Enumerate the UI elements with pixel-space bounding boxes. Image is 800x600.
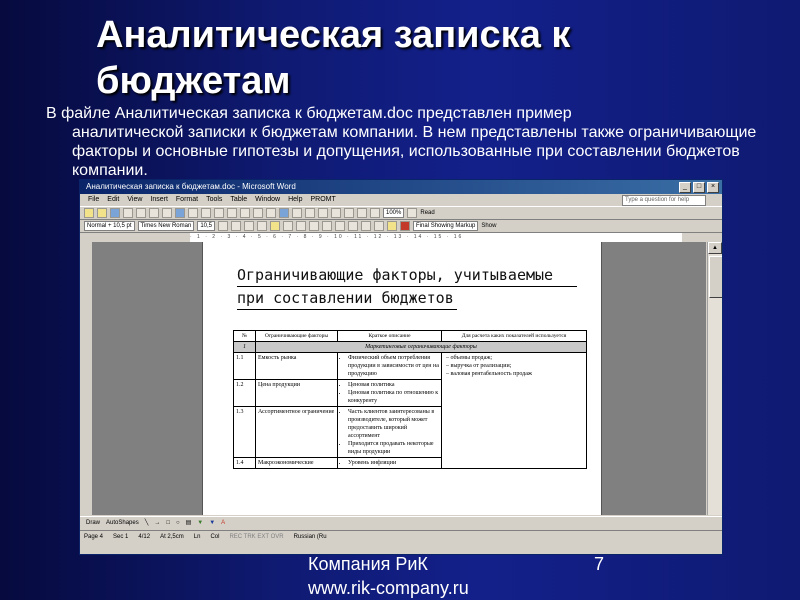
row-desc xyxy=(338,458,442,469)
section-num: 1 xyxy=(234,342,256,353)
align-left-icon[interactable] xyxy=(257,221,267,231)
status-page: Page 4 xyxy=(84,534,104,540)
menu-table[interactable]: Table xyxy=(230,196,248,203)
status-position: 4/12 xyxy=(138,534,151,540)
table-row xyxy=(234,353,587,380)
hyperlink-icon[interactable] xyxy=(279,208,289,218)
line-color-icon[interactable]: ▼ xyxy=(209,520,216,526)
undo-icon[interactable] xyxy=(253,208,263,218)
row-factor: Цена продукции xyxy=(256,380,338,407)
drawing-icon[interactable] xyxy=(344,208,354,218)
scroll-thumb[interactable] xyxy=(709,256,723,298)
underline-icon[interactable] xyxy=(244,221,254,231)
slide-number: 7 xyxy=(594,554,605,574)
format-painter-icon[interactable] xyxy=(240,208,250,218)
zoom-select[interactable]: 100% xyxy=(383,208,404,218)
cut-icon[interactable] xyxy=(201,208,211,218)
drawing-toolbar xyxy=(80,516,722,528)
style-select[interactable]: Normal + 10,5 pt xyxy=(84,221,135,231)
list-item: – валовая рентабельность продаж xyxy=(452,370,584,378)
row-desc xyxy=(338,353,442,380)
print-icon[interactable] xyxy=(149,208,159,218)
vertical-ruler[interactable] xyxy=(80,242,92,515)
word-window xyxy=(79,179,723,555)
row-desc xyxy=(338,407,442,458)
help-icon[interactable] xyxy=(407,208,417,218)
columns-icon[interactable] xyxy=(331,208,341,218)
menu-tools[interactable]: Tools xyxy=(206,196,223,203)
footer-company xyxy=(308,552,469,600)
list-item: • Ценовая политика xyxy=(348,381,439,389)
close-icon[interactable]: × xyxy=(707,182,719,193)
italic-icon[interactable] xyxy=(231,221,241,231)
line-tool-icon[interactable]: ╲ xyxy=(144,520,149,526)
list-item: – объемы продаж; xyxy=(452,354,584,362)
fill-color-icon[interactable]: ▼ xyxy=(197,520,204,526)
section-label: Маркетинговые ограничивающие факторы xyxy=(256,342,587,353)
arrow-tool-icon[interactable]: → xyxy=(154,520,161,526)
menubar xyxy=(80,194,722,207)
table-section-row xyxy=(234,342,587,353)
status-modes: REC TRK EXT OVR xyxy=(229,534,284,540)
constraints-table[interactable] xyxy=(233,330,587,469)
show-button[interactable]: Show xyxy=(481,223,497,229)
document-heading-line1: Ограничивающие факторы, учитываемые xyxy=(237,264,577,287)
vertical-scrollbar[interactable] xyxy=(707,242,722,515)
show-hide-icon[interactable] xyxy=(370,208,380,218)
word-titlebar xyxy=(80,180,722,194)
decrease-indent-icon[interactable] xyxy=(348,221,358,231)
row-factor: Макроэкономические xyxy=(256,458,338,469)
autoshapes-menu[interactable]: AutoShapes xyxy=(106,520,139,526)
row-factor: Емкость рынка xyxy=(256,353,338,380)
menu-edit[interactable]: Edit xyxy=(107,196,120,203)
window-controls xyxy=(679,182,719,193)
row-num: 1.1 xyxy=(234,353,256,380)
bold-icon[interactable] xyxy=(218,221,228,231)
footer-website: www.rik-company.ru xyxy=(308,578,469,598)
table-header-row xyxy=(234,331,587,342)
open-icon[interactable] xyxy=(97,208,107,218)
status-section: Sec 1 xyxy=(113,534,129,540)
document-heading-line2: при составлении бюджетов xyxy=(237,287,457,310)
row-desc xyxy=(338,380,442,407)
draw-menu[interactable]: Draw xyxy=(86,520,101,526)
menu-insert[interactable]: Insert xyxy=(150,196,168,203)
table-header-cell: Краткое описание xyxy=(338,331,442,342)
paste-icon[interactable] xyxy=(227,208,237,218)
list-item: • Уровень инфляции xyxy=(348,459,439,467)
standard-toolbar xyxy=(80,207,722,220)
print-preview-icon[interactable] xyxy=(162,208,172,218)
menu-file[interactable]: File xyxy=(88,196,100,203)
oval-tool-icon[interactable]: ○ xyxy=(175,520,180,526)
menu-window[interactable]: Window xyxy=(255,196,281,203)
row-factor: Ассортиментное ограничение xyxy=(256,407,338,458)
maximize-icon[interactable]: □ xyxy=(693,182,705,193)
slide-body xyxy=(46,104,766,180)
table-header-cell: № xyxy=(234,331,256,342)
status-line: Ln xyxy=(193,534,201,540)
highlight-icon[interactable] xyxy=(387,221,397,231)
table-header-cell: Ограничивающие факторы xyxy=(256,331,338,342)
status-bar xyxy=(80,530,722,542)
status-column: Col xyxy=(210,534,220,540)
list-item: • Часть клиентов заинтересованы в производителе, который может предоставить широкий ассортимент xyxy=(348,408,439,440)
menu-view[interactable]: View xyxy=(127,196,143,203)
justify-icon[interactable] xyxy=(296,221,306,231)
document-page[interactable] xyxy=(202,242,602,515)
document-heading xyxy=(237,264,577,310)
bullets-icon[interactable] xyxy=(335,221,345,231)
increase-indent-icon[interactable] xyxy=(361,221,371,231)
help-search-input[interactable]: Type a question for help xyxy=(622,195,706,206)
status-language: Russian (Ru xyxy=(293,534,327,540)
table-header-cell: Для расчета каких показателей используется xyxy=(442,331,587,342)
scroll-up-icon[interactable]: ▲ xyxy=(708,242,722,254)
slide-body-continuation: аналитической записки к бюджетам компании. В нем представлены также ограничивающие факторы и основные гипотезы и допущения, использованные при составлении бюджетов компании. xyxy=(72,124,757,179)
new-document-icon[interactable] xyxy=(84,208,94,218)
row-usage xyxy=(442,353,587,469)
minimize-icon[interactable]: _ xyxy=(679,182,691,193)
menu-promt[interactable]: PROMT xyxy=(310,196,336,203)
list-item: – выручка от реализации; xyxy=(452,362,584,370)
insert-excel-icon[interactable] xyxy=(318,208,328,218)
align-right-icon[interactable] xyxy=(283,221,293,231)
slide-body-first-line: В файле Аналитическая записка к бюджетам.doc представлен пример xyxy=(46,105,572,122)
border-icon[interactable] xyxy=(374,221,384,231)
list-item: • Приходится продавать некоторые виды продукции xyxy=(348,440,439,456)
slide-title: Аналитическая записка к бюджетам xyxy=(96,14,571,102)
markup-select[interactable]: Final Showing Markup xyxy=(413,221,478,231)
document-map-icon[interactable] xyxy=(357,208,367,218)
permission-icon[interactable] xyxy=(123,208,133,218)
research-icon[interactable] xyxy=(188,208,198,218)
copy-icon[interactable] xyxy=(214,208,224,218)
line-spacing-icon[interactable] xyxy=(309,221,319,231)
rectangle-tool-icon[interactable]: □ xyxy=(166,520,170,526)
list-item: • Физический объем потребления продукции в зависимости от цен на продукцию xyxy=(348,354,439,378)
document-workspace[interactable] xyxy=(92,242,706,515)
font-color-icon[interactable] xyxy=(400,221,410,231)
redo-icon[interactable] xyxy=(266,208,276,218)
formatting-toolbar xyxy=(80,220,722,233)
textbox-tool-icon[interactable]: ▤ xyxy=(185,520,192,526)
text-color-icon[interactable]: A xyxy=(221,520,226,526)
row-num: 1.3 xyxy=(234,407,256,458)
row-num: 1.2 xyxy=(234,380,256,407)
insert-table-icon[interactable] xyxy=(305,208,315,218)
font-select[interactable]: Times New Roman xyxy=(138,221,195,231)
numbering-icon[interactable] xyxy=(322,221,332,231)
footer-company-name: Компания РиК xyxy=(308,554,428,574)
status-at: At 2,5cm xyxy=(160,534,184,540)
word-window-title: Аналитическая записка к бюджетам.doc - Microsoft Word xyxy=(86,182,296,191)
list-item: • Ценовая политика по отношению к конкуренту xyxy=(348,389,439,405)
align-center-icon[interactable] xyxy=(270,221,280,231)
menu-help[interactable]: Help xyxy=(288,196,303,203)
spelling-icon[interactable] xyxy=(175,208,185,218)
menu-format[interactable]: Format xyxy=(175,196,199,203)
horizontal-ruler[interactable]: · 1 · 2 · 3 · 4 · 5 · 6 · 7 · 8 · 9 · 10 · 11 · 12 · 13 · 14 · 15 · 16 xyxy=(190,233,682,243)
read-button[interactable]: Read xyxy=(420,210,435,216)
email-icon[interactable] xyxy=(136,208,146,218)
font-size-select[interactable]: 10,5 xyxy=(197,221,215,231)
tables-borders-icon[interactable] xyxy=(292,208,302,218)
save-icon[interactable] xyxy=(110,208,120,218)
row-num: 1.4 xyxy=(234,458,256,469)
